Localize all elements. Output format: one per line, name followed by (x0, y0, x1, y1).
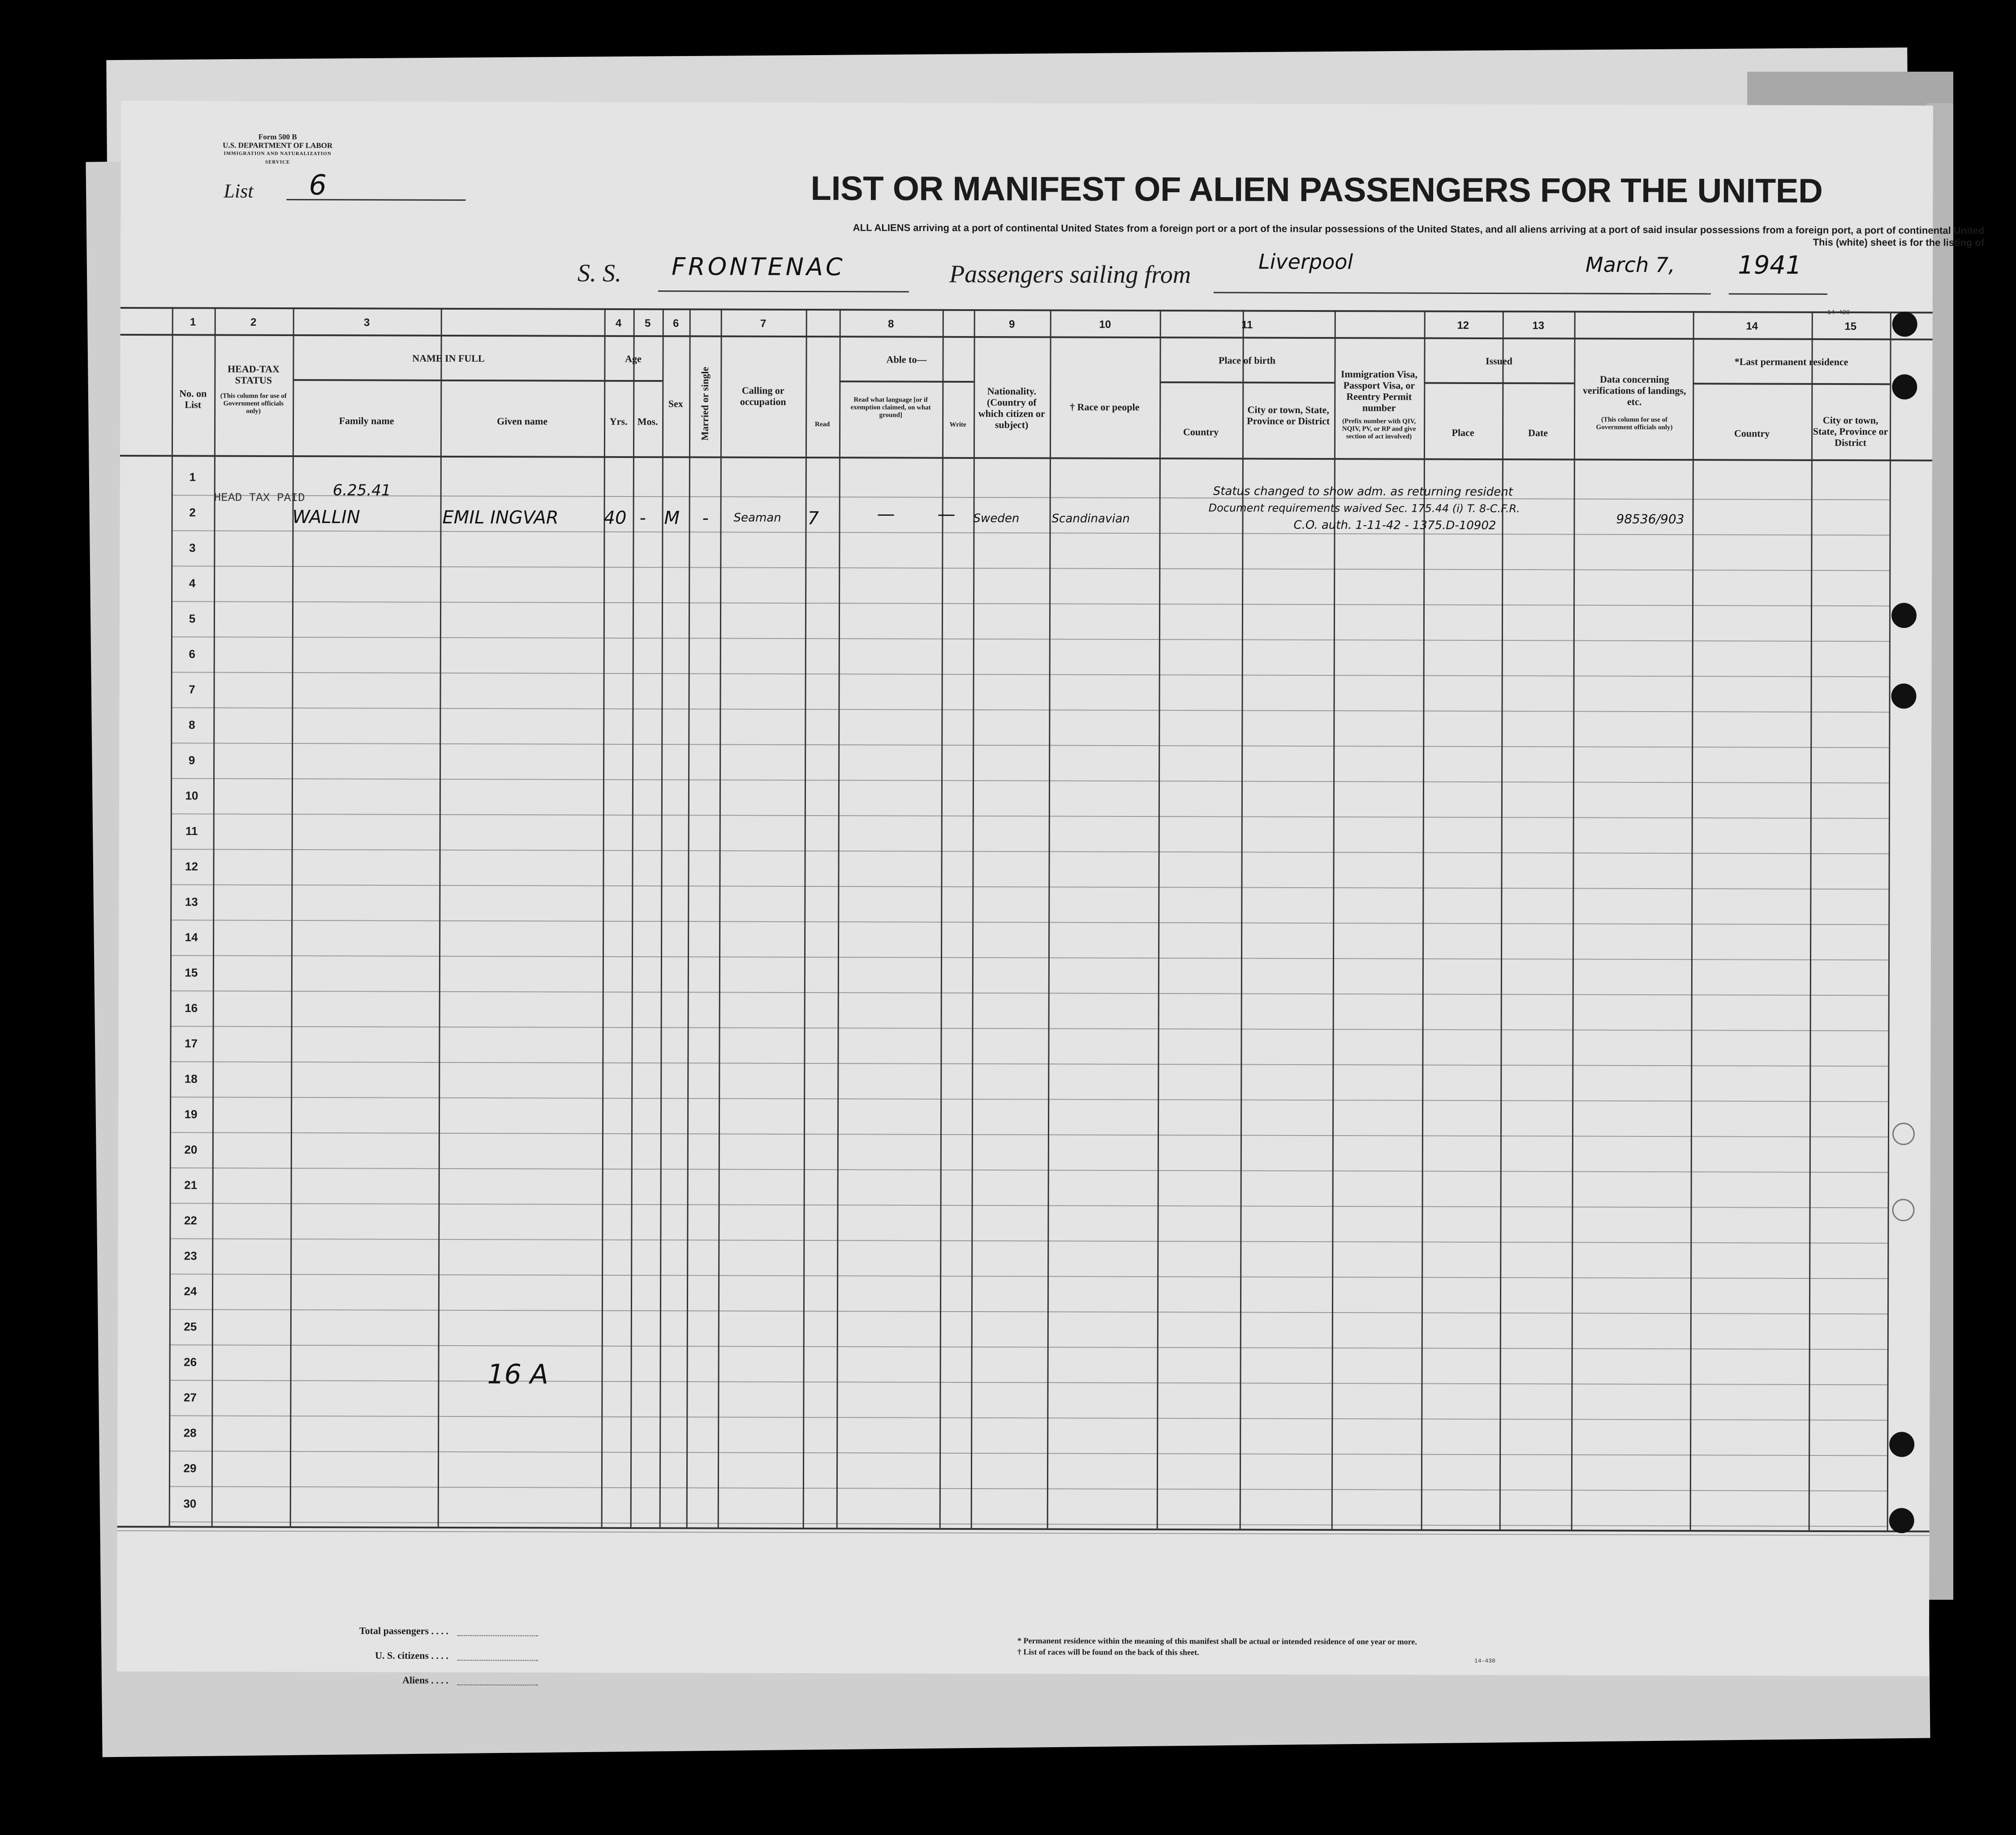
header-visa: Immigration Visa, Passport Visa, or Reentry Permit number (1340, 368, 1418, 414)
table-column-rule (630, 308, 635, 1527)
header-no-on-list: No. on List (179, 388, 207, 410)
list-label: List (224, 180, 254, 202)
entry-family-name: WALLIN (292, 507, 360, 528)
binder-hole (1889, 1432, 1914, 1457)
sailing-year: 1941 (1737, 250, 1802, 280)
row-number: 13 (185, 895, 198, 909)
table-row-rule (169, 1521, 1887, 1527)
table-column-rule (971, 309, 975, 1528)
footer-form-code: 14-430 (1474, 1657, 1495, 1665)
row-number: 8 (189, 718, 195, 732)
sailing-date: March 7, (1585, 252, 1675, 277)
header-read: Read (814, 421, 830, 428)
row-number: 9 (188, 753, 195, 767)
header-married: Married or single (699, 367, 711, 441)
row-number: 28 (183, 1426, 197, 1440)
header-issued-place: Place (1452, 427, 1474, 438)
column-number: 13 (1532, 320, 1545, 332)
row-number: 6 (189, 647, 196, 661)
header-given-name: Given name (497, 415, 548, 427)
header-residence-city: City or town, State, Province or District (1813, 414, 1888, 449)
row-number: 7 (189, 682, 195, 696)
table-column-rule (1809, 311, 1813, 1530)
page-title: LIST OR MANIFEST OF ALIEN PASSENGERS FOR THE UNITED (810, 169, 1823, 210)
column-number: 15 (1844, 320, 1857, 333)
table-column-rule (438, 308, 442, 1527)
entry-nationality: Sweden (973, 511, 1020, 526)
footnote-residence: * Permanent residence within the meaning of this manifest shall be actual or intended residence of one year or more. (1017, 1636, 1417, 1646)
column-number: 14 (1746, 320, 1758, 332)
header-age: Age (625, 353, 642, 365)
table-column-rule (718, 309, 722, 1528)
header-name-in-full: NAME IN FULL (412, 352, 485, 364)
table-column-rule (686, 308, 691, 1527)
table-column-rule (939, 309, 944, 1528)
table-row-rule (169, 1451, 1887, 1456)
entry-write: — (937, 504, 956, 525)
header-issued-date: Date (1528, 427, 1548, 439)
entry-verification: 98536/903 (1616, 511, 1684, 527)
column-number: 3 (363, 316, 370, 329)
service-name: IMMIGRATION AND NATURALIZATION SERVICE (224, 151, 332, 165)
table-column-rule (1157, 310, 1161, 1528)
header-visa-note: (Prefix number with QIV, NQIV, PV, or RP and give section of act involved) (1342, 418, 1416, 440)
annotation-16a: 16 A (487, 1359, 549, 1390)
able-group-rule (839, 380, 974, 383)
entry-marital-status: - (702, 508, 709, 529)
header-number-rule (121, 334, 1933, 341)
port-name: Liverpool (1258, 249, 1353, 274)
entry-occupation: Seaman (733, 511, 781, 525)
column-number: 9 (1008, 318, 1015, 331)
column-number: 7 (760, 317, 767, 330)
table-row-rule (171, 530, 1889, 535)
table-column-rule (211, 307, 216, 1526)
table-row-rule (169, 1486, 1887, 1491)
subtitle-line-2: This (white) sheet is for the listing of (1813, 236, 1985, 248)
binder-hole (1891, 603, 1917, 628)
row-number: 2 (189, 505, 196, 519)
binder-hole (1892, 1199, 1914, 1221)
table-column-rule (601, 308, 606, 1527)
table-row-rule (170, 1061, 1888, 1066)
table-column-rule (1887, 311, 1891, 1530)
row-number: 29 (183, 1461, 197, 1475)
row-number: 16 (185, 1001, 198, 1015)
head-tax-stamp: HEAD TAX PAID (214, 491, 305, 505)
row-number: 3 (189, 541, 196, 555)
column-number: 10 (1099, 318, 1111, 331)
aliens-label: Aliens . . . . (402, 1674, 448, 1686)
table-row-rule (171, 778, 1889, 783)
row-number: 11 (185, 824, 198, 838)
table-row-rule (169, 1415, 1887, 1421)
manifest-grid (117, 101, 1933, 1676)
header-calling: Calling or occupation (740, 384, 786, 407)
table-column-rule (1690, 311, 1694, 1530)
table-row-rule (171, 743, 1889, 748)
header-place-of-birth: Place of birth (1218, 354, 1276, 366)
table-column-rule (803, 309, 807, 1528)
table-row-rule (170, 955, 1888, 960)
list-number: 6 (309, 168, 327, 202)
header-able-to: Able to— (886, 354, 927, 365)
table-row-rule (170, 990, 1888, 996)
department-name: U.S. DEPARTMENT OF LABOR (223, 141, 333, 150)
table-column-rule (169, 307, 173, 1526)
header-data-note: (This column for use of Government officials only) (1596, 416, 1673, 432)
row-number: 18 (184, 1072, 198, 1086)
table-column-rule (659, 308, 664, 1527)
entry-read: 7 (807, 508, 819, 529)
row-number: 17 (184, 1036, 198, 1050)
us-citizens-label: U. S. citizens . . . . (375, 1649, 448, 1661)
column-number: 11 (1241, 319, 1253, 331)
table-row-rule (170, 1097, 1888, 1102)
binder-hole (1891, 683, 1916, 708)
binder-hole (1889, 1508, 1914, 1533)
header-city: City or town, State, Province or District (1247, 404, 1330, 427)
form-number: Form 500 B (258, 132, 297, 142)
row-number: 27 (183, 1390, 197, 1404)
table-row-rule (171, 566, 1889, 571)
table-column-rule (1571, 311, 1576, 1529)
column-number: 4 (615, 317, 622, 329)
row-number: 25 (184, 1320, 197, 1334)
table-row-rule (169, 1274, 1887, 1279)
table-column-rule (290, 307, 294, 1526)
header-write: Write (949, 421, 966, 428)
table-row-rule (171, 813, 1889, 819)
entry-sex: M (664, 508, 680, 529)
column-number: 12 (1457, 319, 1469, 332)
table-row-rule (171, 636, 1889, 642)
row-number: 23 (184, 1249, 197, 1263)
row-number: 26 (184, 1355, 197, 1369)
table-row-rule (171, 601, 1889, 606)
column-number: 1 (190, 316, 196, 328)
column-number: 2 (250, 316, 257, 328)
table-row-rule (172, 495, 1890, 500)
table-row-rule (170, 1167, 1888, 1173)
row-number: 15 (185, 966, 198, 980)
entry-read-language: — (877, 504, 895, 525)
header-top-rule (121, 307, 1933, 314)
header-last-residence: *Last permanent residence (1734, 356, 1848, 368)
table-row-rule (171, 849, 1889, 854)
column-number: 8 (887, 318, 894, 330)
header-head-tax: HEAD-TAX STATUS (228, 363, 280, 386)
header-months: Mos. (637, 416, 658, 427)
table-row-rule (169, 1380, 1887, 1385)
entry-note-line-2: Document requirements waived Sec. 175.44 (i) T. 8-C.F.R. (1208, 501, 1520, 515)
entry-note-line-1: Status changed to show adm. as returning resident (1213, 484, 1513, 499)
binder-hole (1892, 1123, 1915, 1145)
subtitle-line-1: ALL ALIENS arriving at a port of continental United States from a foreign port or a port of the insular possessions of the United States, and all aliens arriving at a port of said insular possessions from a foreign port, a port of continental United (853, 222, 1985, 236)
header-issued: Issued (1485, 355, 1512, 367)
footnote-races: † List of races will be found on the back of this sheet. (1017, 1647, 1199, 1657)
table-row-rule (171, 707, 1889, 712)
total-passengers-label: Total passengers . . . . (359, 1625, 449, 1636)
header-country: Country (1183, 426, 1219, 438)
table-column-rule (1047, 309, 1051, 1528)
header-race: † Race or people (1069, 401, 1140, 413)
row-number: 30 (183, 1497, 197, 1511)
table-row-rule (169, 1344, 1887, 1350)
header-years: Yrs. (609, 415, 628, 427)
table-row-rule (169, 1309, 1887, 1314)
row-number: 20 (184, 1143, 198, 1157)
name-group-rule (293, 379, 604, 382)
header-read-language: Read what language [or if exemption claimed, on what ground] (850, 396, 931, 419)
entry-race: Scandinavian (1051, 512, 1130, 526)
table-row-rule (170, 884, 1888, 889)
issued-group-rule (1424, 382, 1574, 384)
column-number: 5 (644, 317, 651, 330)
entry-note-line-3: C.O. auth. 1-11-42 - 1375.D-10902 (1293, 518, 1496, 533)
table-row-rule (170, 1026, 1888, 1031)
binder-hole (1892, 311, 1917, 337)
table-row-rule (171, 672, 1889, 677)
row-number: 5 (189, 612, 196, 626)
row-number: 10 (185, 789, 198, 803)
row-number: 12 (185, 859, 198, 873)
manifest-sheet (117, 101, 1985, 1686)
binder-hole (1892, 374, 1917, 399)
row-number: 14 (185, 930, 198, 944)
entry-given-name: EMIL INGVAR (442, 507, 559, 528)
table-row-rule (170, 1203, 1888, 1208)
residence-group-rule (1693, 383, 1890, 385)
table-row-rule (169, 1238, 1887, 1243)
row-number: 21 (184, 1178, 198, 1192)
ss-label: S. S. (577, 259, 622, 287)
table-column-rule (836, 309, 841, 1528)
row-number: 4 (189, 576, 196, 590)
header-data-concerning: Data concerning verifications of landings, etc. (1583, 373, 1686, 407)
row-number: 22 (184, 1213, 197, 1227)
header-family-name: Family name (339, 415, 394, 427)
header-bottom-rule (120, 455, 1932, 462)
row-number: 24 (184, 1284, 197, 1298)
header-residence-country: Country (1734, 427, 1770, 439)
row-number: 1 (189, 470, 196, 484)
age-group-rule (604, 380, 662, 382)
ship-name: FRONTENAC (671, 252, 845, 281)
entry-age-years: 40 (603, 507, 627, 528)
birth-group-rule (1159, 381, 1334, 384)
header-head-tax-note: (This column for use of Government officials only) (220, 392, 287, 415)
head-tax-date: 6.25.41 (332, 481, 391, 500)
row-number: 19 (184, 1107, 198, 1121)
header-sex: Sex (668, 398, 683, 410)
table-row-rule (170, 920, 1888, 925)
entry-age-months: - (639, 508, 646, 529)
sailing-label: Passengers sailing from (949, 260, 1191, 289)
column-number: 6 (672, 317, 679, 330)
header-nationality: Nationality. (Country of which citizen or subject) (978, 385, 1045, 431)
table-row-rule (170, 1132, 1888, 1137)
